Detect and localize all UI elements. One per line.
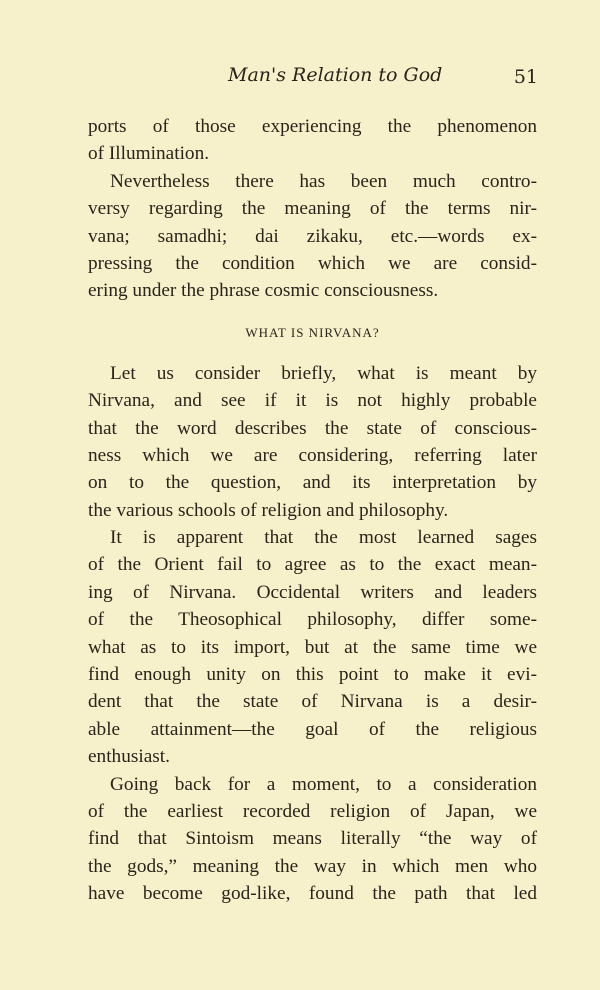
text-line: of the Orient fail to agree as to the exact mean- bbox=[88, 554, 537, 576]
text-line: what as to its import, but at the same time we bbox=[88, 636, 537, 658]
running-title: Man's Relation to God bbox=[228, 64, 443, 86]
text-line: vana; samadhi; dai zikaku, etc.—words ex- bbox=[88, 225, 537, 247]
text-line: Nirvana, and see if it is not highly probable bbox=[88, 390, 537, 412]
text-line: Let us consider briefly, what is meant by bbox=[110, 362, 537, 384]
page-header bbox=[88, 64, 538, 92]
paragraph bbox=[88, 168, 537, 305]
paragraph bbox=[88, 524, 537, 771]
body-text bbox=[88, 113, 537, 908]
text-line: pressing the condition which we are consid- bbox=[88, 252, 537, 274]
text-line: the various schools of religion and philosophy. bbox=[88, 499, 449, 521]
text-line: on to the question, and its interpretation by bbox=[88, 472, 537, 494]
text-line: ness which we are considering, referring later bbox=[88, 444, 537, 466]
text-line: of the Theosophical philosophy, differ some- bbox=[88, 609, 537, 631]
text-line: have become god-like, found the path that led bbox=[88, 883, 537, 905]
text-line: able attainment—the goal of the religious bbox=[88, 718, 537, 740]
text-line: ing of Nirvana. Occidental writers and leaders bbox=[88, 581, 537, 603]
page-number: 51 bbox=[513, 66, 538, 88]
text-line: that the word describes the state of conscious- bbox=[88, 417, 537, 439]
text-line: ports of those experiencing the phenomenon bbox=[88, 116, 537, 137]
text-line: of the earliest recorded religion of Japan, we bbox=[88, 800, 537, 822]
text-line: versy regarding the meaning of the terms nir- bbox=[88, 198, 537, 220]
text-line: the gods,” meaning the way in which men who bbox=[88, 855, 537, 877]
text-line: dent that the state of Nirvana is a desir- bbox=[88, 691, 537, 713]
paragraph bbox=[88, 113, 537, 168]
text-line: Nevertheless there has been much contro- bbox=[110, 170, 537, 192]
text-line: enthusiast. bbox=[88, 746, 170, 768]
text-line: ering under the phrase cosmic consciousness. bbox=[88, 280, 439, 302]
text-line: It is apparent that the most learned sages bbox=[110, 527, 537, 549]
section-heading: WHAT IS NIRVANA? bbox=[245, 324, 380, 340]
paragraph bbox=[88, 771, 537, 908]
text-line: find enough unity on this point to make it evi- bbox=[88, 664, 537, 686]
text-line: Going back for a moment, to a consideration bbox=[110, 773, 537, 795]
text-line: find that Sintoism means literally “the way of bbox=[88, 828, 537, 850]
text-line: of Illumination. bbox=[88, 143, 210, 165]
paragraph bbox=[88, 360, 537, 524]
